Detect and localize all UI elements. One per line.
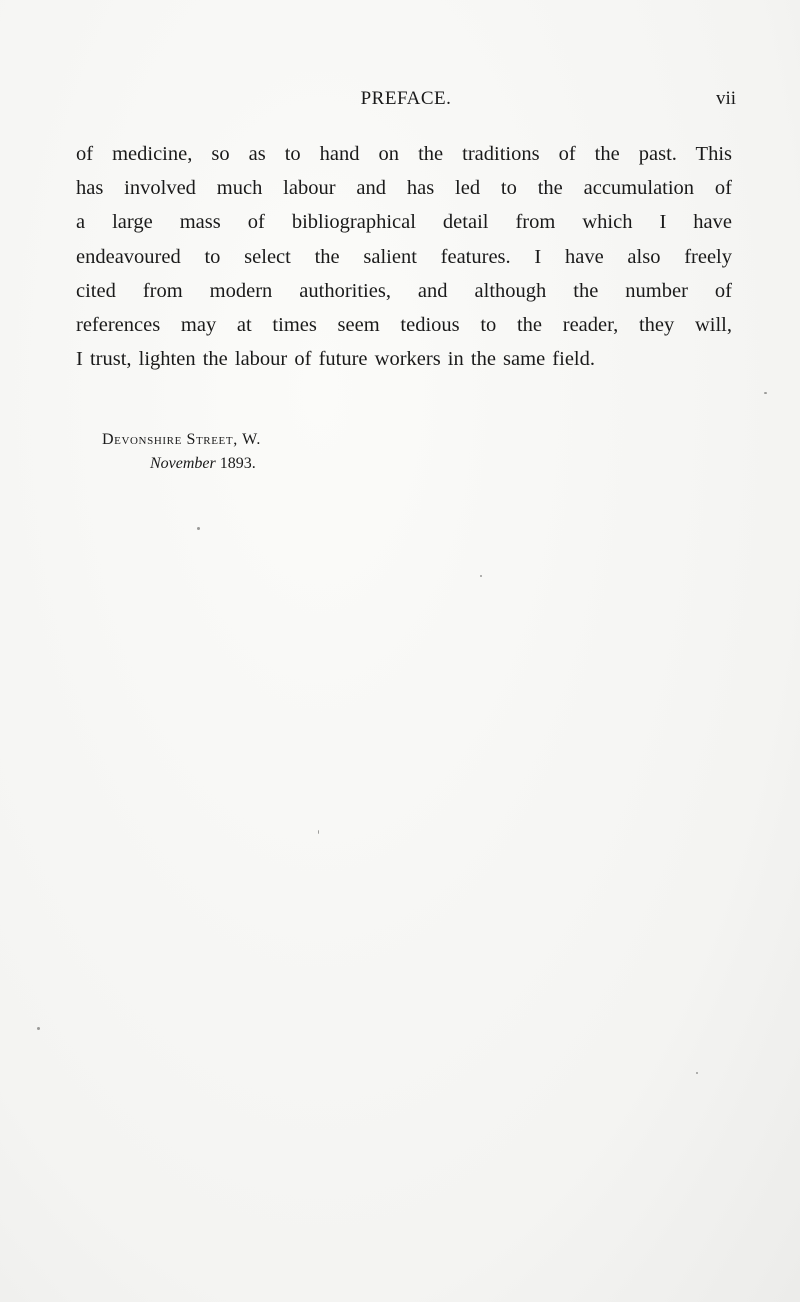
text-line: endeavoured to select the salient features. I have also freely xyxy=(76,245,732,268)
text-line: cited from modern authorities, and although the number of xyxy=(76,279,732,302)
scan-speck xyxy=(37,1027,40,1030)
scan-speck xyxy=(696,1072,698,1074)
text-line: I trust, lighten the labour of future workers in the same field. xyxy=(76,348,595,371)
text-line: a large mass of bibliographical detail from which I have xyxy=(76,211,732,234)
signoff xyxy=(102,428,261,476)
scan-speck xyxy=(318,830,319,834)
page-number: vii xyxy=(715,88,736,109)
page-title: PREFACE. xyxy=(360,88,452,109)
scan-speck xyxy=(197,527,200,530)
signoff-address: Devonshire Street, W. xyxy=(102,431,261,448)
preface-paragraph xyxy=(76,137,732,376)
scan-speck xyxy=(480,575,482,577)
scan-speck xyxy=(764,392,767,394)
signoff-month: November xyxy=(150,455,216,472)
running-head xyxy=(76,88,736,118)
text-line: has involved much labour and has led to the accumulation of xyxy=(76,177,732,200)
text-line: references may at times seem tedious to the reader, they will, xyxy=(76,313,732,336)
signoff-date xyxy=(150,452,261,476)
text-line: of medicine, so as to hand on the traditions of the past. This xyxy=(76,143,732,165)
signoff-year: 1893. xyxy=(219,455,256,472)
